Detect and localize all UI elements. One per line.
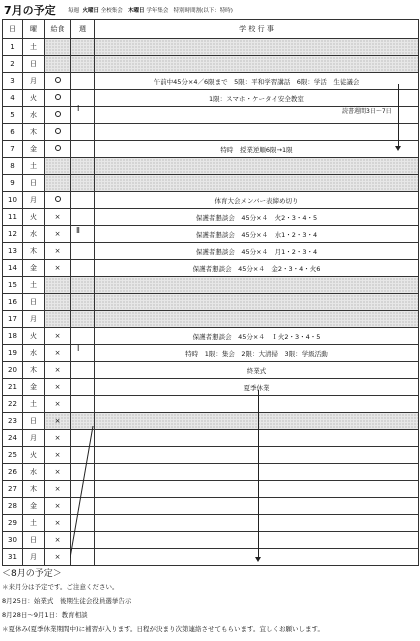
day-cell: 3 xyxy=(3,73,23,90)
event-cell xyxy=(95,294,419,311)
lunch-cell xyxy=(45,345,71,362)
day-cell: 8 xyxy=(3,158,23,175)
lunch-cell xyxy=(45,260,71,277)
event-cell xyxy=(95,481,419,498)
footer-line: 8月28日～9月1日：教育相談 xyxy=(2,611,88,619)
august-title: ＜8月の予定＞ xyxy=(2,569,62,579)
table-row xyxy=(3,90,419,107)
event-cell xyxy=(95,532,419,549)
week-cell xyxy=(71,260,95,277)
day-cell: 12 xyxy=(3,226,23,243)
event-cell: 終業式 xyxy=(95,362,419,379)
weekday-cell: 水 xyxy=(23,107,45,124)
event-cell xyxy=(95,447,419,464)
week-label-1: Ⅰ xyxy=(77,104,80,113)
week-cell xyxy=(71,362,95,379)
event-cell: 保護者懇談会 45分×４ 金2・3・4・火6 xyxy=(95,260,419,277)
lunch-no-icon: × xyxy=(54,332,61,340)
header-day: 日 xyxy=(3,20,23,39)
event-cell: 1限：スマホ・ケータイ安全教室 xyxy=(95,90,419,107)
lunch-no-icon: × xyxy=(54,468,61,476)
august-schedule xyxy=(2,566,418,638)
table-row xyxy=(3,447,419,464)
footer-line: 8月25日：始業式 後期生徒会役員選挙告示 xyxy=(2,597,132,605)
lunch-no-icon: × xyxy=(54,519,61,527)
day-cell: 19 xyxy=(3,345,23,362)
lunch-no-icon: × xyxy=(54,247,61,255)
week-cell xyxy=(71,243,95,260)
lunch-yes-icon xyxy=(55,94,61,100)
weekday-cell: 土 xyxy=(23,158,45,175)
lunch-cell xyxy=(45,447,71,464)
table-row xyxy=(3,73,419,90)
week-cell xyxy=(71,158,95,175)
week-column-diagonal xyxy=(70,426,94,558)
event-cell: 夏季休業 xyxy=(95,379,419,396)
event-cell: 保護者懇談会 45分×４ 火2・3・4・5 xyxy=(95,209,419,226)
lunch-cell xyxy=(45,396,71,413)
table-row xyxy=(3,39,419,56)
lunch-no-icon: × xyxy=(54,451,61,459)
weekday-cell: 月 xyxy=(23,311,45,328)
lunch-cell xyxy=(45,175,71,192)
lunch-cell xyxy=(45,243,71,260)
lunch-no-icon: × xyxy=(54,417,61,425)
event-cell xyxy=(95,158,419,175)
table-row xyxy=(3,464,419,481)
lunch-cell xyxy=(45,56,71,73)
lunch-no-icon: × xyxy=(54,349,61,357)
table-row xyxy=(3,515,419,532)
table-row xyxy=(3,294,419,311)
lunch-cell xyxy=(45,481,71,498)
table-row xyxy=(3,379,419,396)
event-cell xyxy=(95,464,419,481)
weekday-cell: 水 xyxy=(23,464,45,481)
lunch-yes-icon xyxy=(55,196,61,202)
header-weekday: 曜 xyxy=(23,20,45,39)
lunch-no-icon: × xyxy=(54,485,61,493)
week-cell xyxy=(71,73,95,90)
day-cell: 25 xyxy=(3,447,23,464)
weekday-cell: 土 xyxy=(23,277,45,294)
day-cell: 17 xyxy=(3,311,23,328)
header-week: 週 xyxy=(71,20,95,39)
day-cell: 22 xyxy=(3,396,23,413)
lunch-no-icon: × xyxy=(54,434,61,442)
table-row xyxy=(3,328,419,345)
lunch-no-icon: × xyxy=(54,264,61,272)
lunch-cell xyxy=(45,209,71,226)
lunch-cell xyxy=(45,328,71,345)
day-cell: 6 xyxy=(3,124,23,141)
day-cell: 5 xyxy=(3,107,23,124)
day-cell: 23 xyxy=(3,413,23,430)
lunch-cell xyxy=(45,430,71,447)
day-cell: 7 xyxy=(3,141,23,158)
day-cell: 26 xyxy=(3,464,23,481)
table-row xyxy=(3,192,419,209)
lunch-cell xyxy=(45,515,71,532)
event-cell: 特時 授業逆順6限→1限 xyxy=(95,141,419,158)
lunch-no-icon: × xyxy=(54,230,61,238)
weekday-cell: 日 xyxy=(23,532,45,549)
table-row xyxy=(3,243,419,260)
table-row xyxy=(3,430,419,447)
lunch-cell xyxy=(45,107,71,124)
table-row xyxy=(3,260,419,277)
week-cell xyxy=(71,175,95,192)
event-cell xyxy=(95,175,419,192)
tue-text: 全校集会 xyxy=(100,8,123,14)
weekday-cell: 金 xyxy=(23,379,45,396)
event-cell xyxy=(95,277,419,294)
lunch-no-icon: × xyxy=(54,213,61,221)
lunch-cell xyxy=(45,532,71,549)
lunch-yes-icon xyxy=(55,111,61,117)
tue-label: 火曜日 xyxy=(82,8,100,14)
table-row xyxy=(3,345,419,362)
weekday-cell: 日 xyxy=(23,175,45,192)
event-cell: 保護者懇談会 45分×４ 月1・2・3・4 xyxy=(95,243,419,260)
event-cell xyxy=(95,396,419,413)
day-cell: 1 xyxy=(3,39,23,56)
week-cell xyxy=(71,39,95,56)
lunch-no-icon: × xyxy=(54,383,61,391)
lunch-cell xyxy=(45,158,71,175)
table-row xyxy=(3,532,419,549)
lunch-yes-icon xyxy=(55,145,61,151)
lunch-cell xyxy=(45,413,71,430)
reading-week-line xyxy=(398,84,399,149)
event-cell: 特時 1限：集会 2限：大清掃 3限：学級活動 xyxy=(95,345,419,362)
page-header xyxy=(2,0,418,20)
summer-break-line xyxy=(258,390,259,560)
week-cell xyxy=(71,124,95,141)
day-cell: 27 xyxy=(3,481,23,498)
week-cell xyxy=(71,345,95,362)
day-cell: 30 xyxy=(3,532,23,549)
event-cell xyxy=(95,515,419,532)
weekday-cell: 火 xyxy=(23,90,45,107)
lunch-cell xyxy=(45,39,71,56)
event-cell: 午前中45分×4／6限まで 5限：平和学習講話 6限：学活 生徒議会 xyxy=(95,73,419,90)
table-row xyxy=(3,158,419,175)
summer-break-arrow-icon xyxy=(255,557,261,562)
lunch-cell xyxy=(45,90,71,107)
day-cell: 18 xyxy=(3,328,23,345)
weekday-cell: 金 xyxy=(23,141,45,158)
lunch-cell xyxy=(45,362,71,379)
lunch-no-icon: × xyxy=(54,400,61,408)
event-cell xyxy=(95,39,419,56)
day-cell: 28 xyxy=(3,498,23,515)
lunch-cell xyxy=(45,294,71,311)
reading-week-note: 読書週間3日～7日 xyxy=(342,108,392,115)
week-cell xyxy=(71,192,95,209)
table-row xyxy=(3,124,419,141)
lunch-cell xyxy=(45,192,71,209)
weekday-cell: 火 xyxy=(23,328,45,345)
table-row xyxy=(3,141,419,158)
lunch-cell xyxy=(45,464,71,481)
day-cell: 31 xyxy=(3,549,23,566)
week-cell xyxy=(71,328,95,345)
event-cell xyxy=(95,56,419,73)
weekday-cell: 火 xyxy=(23,447,45,464)
day-cell: 4 xyxy=(3,90,23,107)
table-row xyxy=(3,311,419,328)
week-cell xyxy=(71,56,95,73)
event-cell xyxy=(95,498,419,515)
lunch-no-icon: × xyxy=(54,553,61,561)
lunch-no-icon: × xyxy=(54,366,61,374)
reading-week-arrow-icon xyxy=(395,146,401,151)
day-cell: 9 xyxy=(3,175,23,192)
event-cell xyxy=(95,430,419,447)
day-cell: 16 xyxy=(3,294,23,311)
lunch-yes-icon xyxy=(55,128,61,134)
table-row xyxy=(3,481,419,498)
weekday-cell: 水 xyxy=(23,345,45,362)
lunch-no-icon: × xyxy=(54,502,61,510)
table-header-row xyxy=(3,20,419,39)
weekday-cell: 金 xyxy=(23,498,45,515)
weekday-cell: 土 xyxy=(23,515,45,532)
weekday-cell: 日 xyxy=(23,294,45,311)
event-cell: 保護者懇談会 45分×４ Ｉ火2・3・4・5 xyxy=(95,328,419,345)
week-cell xyxy=(71,107,95,124)
page-title: 7月の予定 xyxy=(4,4,56,17)
weekday-cell: 木 xyxy=(23,362,45,379)
week-label-2: Ⅱ xyxy=(76,226,80,235)
weekday-cell: 月 xyxy=(23,430,45,447)
lunch-cell xyxy=(45,311,71,328)
weekday-cell: 土 xyxy=(23,39,45,56)
footer-line: ＊夏休み(夏季休業期間中)に補習が入ります。日程が決まり次第連絡させてもらいます。宜しくお願いします。 xyxy=(2,625,325,633)
table-row xyxy=(3,396,419,413)
event-cell xyxy=(95,124,419,141)
lunch-cell xyxy=(45,226,71,243)
weekday-cell: 木 xyxy=(23,481,45,498)
event-cell xyxy=(95,311,419,328)
week-cell xyxy=(71,396,95,413)
weekday-cell: 木 xyxy=(23,124,45,141)
table-row xyxy=(3,362,419,379)
lunch-cell xyxy=(45,73,71,90)
lunch-yes-icon xyxy=(55,77,61,83)
week-cell xyxy=(71,294,95,311)
footer-line: ＊来月分は予定です。ご注意ください。 xyxy=(2,583,119,591)
table-row xyxy=(3,549,419,566)
wed-label: 木曜日 xyxy=(128,8,145,14)
day-cell: 13 xyxy=(3,243,23,260)
table-row xyxy=(3,209,419,226)
day-cell: 10 xyxy=(3,192,23,209)
special-note: 特別時間割(以下：特時) xyxy=(173,8,233,14)
event-cell: 保護者懇談会 45分×４ 水1・2・3・4 xyxy=(95,226,419,243)
table-row xyxy=(3,413,419,430)
table-row xyxy=(3,498,419,515)
weekday-cell: 日 xyxy=(23,413,45,430)
weekday-cell: 土 xyxy=(23,396,45,413)
table-row xyxy=(3,175,419,192)
table-row xyxy=(3,277,419,294)
lunch-cell xyxy=(45,549,71,566)
week-cell xyxy=(71,277,95,294)
lunch-no-icon: × xyxy=(54,536,61,544)
day-cell: 2 xyxy=(3,56,23,73)
schedule-table xyxy=(2,19,419,566)
lunch-cell xyxy=(45,124,71,141)
lunch-cell xyxy=(45,379,71,396)
week-cell xyxy=(71,226,95,243)
day-cell: 15 xyxy=(3,277,23,294)
lunch-cell xyxy=(45,141,71,158)
week-cell xyxy=(71,379,95,396)
weekday-cell: 金 xyxy=(23,260,45,277)
event-cell: 体育大会メンバー表締め切り xyxy=(95,192,419,209)
day-cell: 20 xyxy=(3,362,23,379)
header-lunch: 給食 xyxy=(45,20,71,39)
weekly-prefix: 毎週 xyxy=(68,8,80,14)
wed-text: 学年集会 xyxy=(146,8,169,14)
event-cell xyxy=(95,413,419,430)
weekday-cell: 日 xyxy=(23,56,45,73)
header-events: 学 校 行 事 xyxy=(95,20,419,39)
weekday-cell: 月 xyxy=(23,192,45,209)
lunch-cell xyxy=(45,498,71,515)
lunch-cell xyxy=(45,277,71,294)
weekday-cell: 木 xyxy=(23,243,45,260)
day-cell: 11 xyxy=(3,209,23,226)
day-cell: 14 xyxy=(3,260,23,277)
weekday-cell: 月 xyxy=(23,549,45,566)
weekly-note xyxy=(68,6,233,14)
table-row xyxy=(3,226,419,243)
weekday-cell: 火 xyxy=(23,209,45,226)
week-label-3: Ⅰ xyxy=(77,344,80,353)
day-cell: 21 xyxy=(3,379,23,396)
day-cell: 24 xyxy=(3,430,23,447)
week-cell xyxy=(71,209,95,226)
week-cell xyxy=(71,90,95,107)
table-row xyxy=(3,56,419,73)
week-cell xyxy=(71,311,95,328)
day-cell: 29 xyxy=(3,515,23,532)
week-cell xyxy=(71,141,95,158)
weekday-cell: 月 xyxy=(23,73,45,90)
weekday-cell: 水 xyxy=(23,226,45,243)
